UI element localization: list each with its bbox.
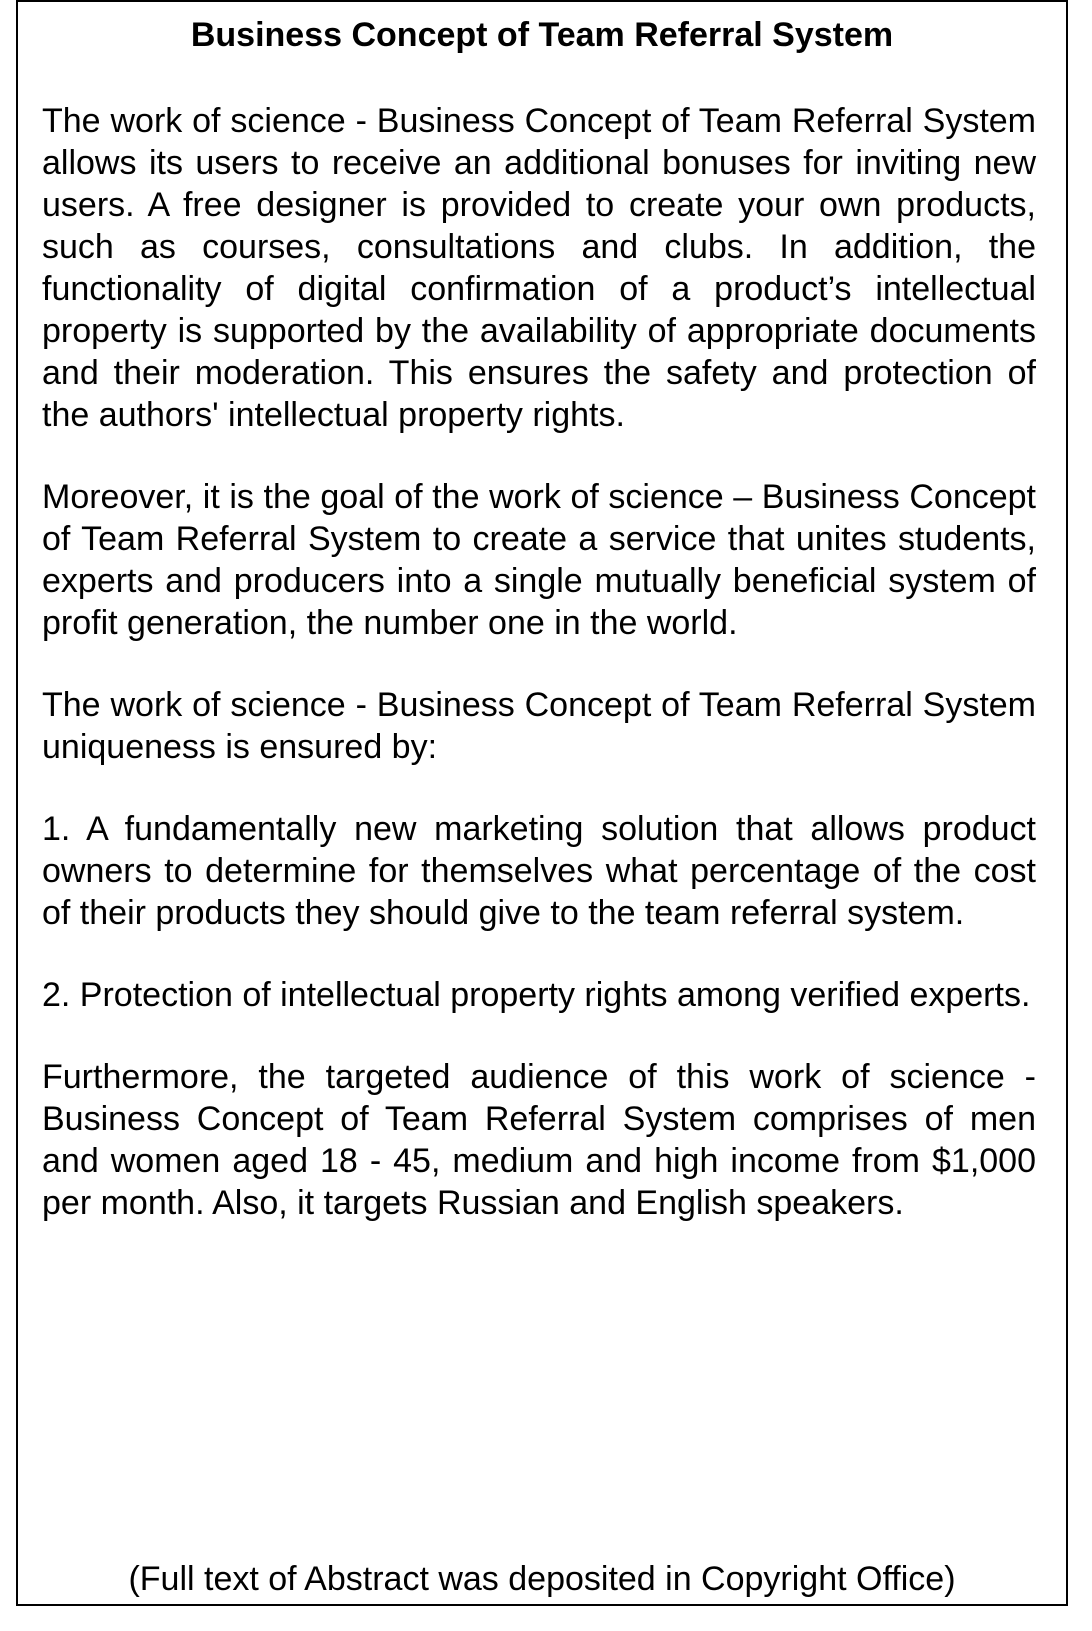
paragraph-audience: Furthermore, the targeted audience of this work of science - Business Concept of Team Referral System comprises of men and women aged 18 - 45, medium and high income from $1,000 per month. Also, it targets Russian and English speakers.	[42, 1058, 1036, 1222]
paragraph-point-2: 2. Protection of intellectual property rights among verified experts.	[42, 976, 1031, 1014]
document-title: Business Concept of Team Referral System	[190, 16, 894, 54]
paragraph-intro: The work of science - Business Concept of Team Referral System allows its users to receive an additional bonuses for inviting new users. A free designer is provided to create your own products, such as courses, consultations and clubs. In addition, the functionality of digital confirmation of a product’s intellectual property is supported by the availability of appropriate documents and their moderation. This ensures the safety and protection of the authors' intellectual property rights.	[42, 102, 1036, 434]
document-frame	[16, 0, 1068, 1606]
document-footer: (Full text of Abstract was deposited in Copyright Office)	[128, 1560, 956, 1598]
document-body	[42, 100, 1036, 1264]
paragraph-point-1: 1. A fundamentally new marketing solution that allows product owners to determine for themselves what percentage of the cost of their products they should give to the team referral system.	[42, 810, 1036, 932]
paragraph-goal: Moreover, it is the goal of the work of science – Business Concept of Team Referral System to create a service that unites students, experts and producers into a single mutually beneficial system of profit generation, the number one in the world.	[42, 478, 1036, 642]
paragraph-uniqueness: The work of science - Business Concept of Team Referral System uniqueness is ensured by:	[42, 686, 1036, 766]
